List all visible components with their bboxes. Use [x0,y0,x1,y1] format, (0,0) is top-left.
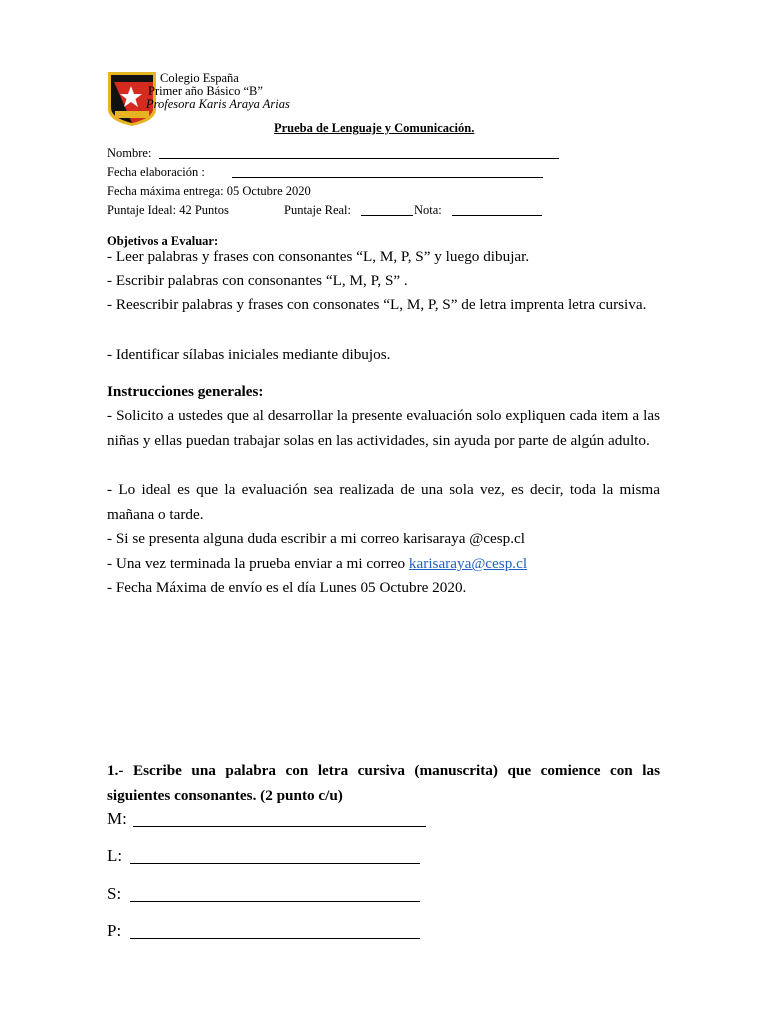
nota-line [452,215,542,216]
grade-label: Primer año Básico “B” [148,84,263,98]
fecha-elaboracion-label: Fecha elaboración : [107,165,205,179]
letter-p-line[interactable] [130,938,420,939]
fecha-entrega: Fecha máxima entrega: 05 Octubre 2020 [107,184,311,198]
objetivo-item: - Identificar sílabas iniciales mediante dibujos. [107,346,391,363]
letter-s-label: S: [107,884,122,903]
puntaje-real-line [361,215,413,216]
letter-s-line[interactable] [130,901,420,902]
question-1-text: 1.- Escribe una palabra con letra cursiva (manuscrita) que comience con las siguientes consonantes. (2 punto c/u) [107,762,660,804]
instrucciones-heading: Instrucciones generales: [107,383,264,400]
instruccion-item: - Si se presenta alguna duda escribir a mi correo karisaraya @cesp.cl [107,530,525,547]
email-link[interactable]: karisaraya@cesp.cl [408,555,528,572]
page-title: Prueba de Lenguaje y Comunicación. [274,121,475,135]
nombre-line [159,158,559,159]
objetivo-item: - Leer palabras y frases con consonantes “L, M, P, S” y luego dibujar. [107,248,530,265]
fecha-elaboracion-line [232,177,543,178]
puntaje-real-label: Puntaje Real: [284,203,351,217]
objetivo-item: - Escribir palabras con consonantes “L, M, P, S” . [107,272,408,289]
school-name: Colegio España [160,71,239,85]
instruccion-item: - Solicito a ustedes que al desarrollar la presente evaluación solo expliquen cada item a las niñas y ellas puedan trabajar solas en las actividades, sin ayuda por parte de algún adulto. [107,407,660,449]
letter-m-label: M: [107,809,127,828]
letter-l-line[interactable] [130,863,420,864]
fecha-envio: - Fecha Máxima de envío es el día Lunes 05 Octubre 2020. [107,579,467,596]
letter-p-label: P: [107,921,122,940]
objetivos-heading: Objetivos a Evaluar: [107,234,219,248]
instruccion-enviar-text: - Una vez terminada la prueba enviar a mi correo [107,555,409,572]
teacher-name: Profesora Karis Araya Arias [146,97,290,111]
instruccion-item: - Lo ideal es que la evaluación sea realizada de una sola vez, es decir, toda la misma mañana o tarde. [107,481,660,523]
instruccion-enviar [107,555,527,573]
objetivo-item: - Reescribir palabras y frases con consonates “L, M, P, S” de letra imprenta letra cursiva. [107,296,647,313]
nota-label: Nota: [414,203,442,217]
puntaje-ideal: Puntaje Ideal: 42 Puntos [107,203,229,217]
nombre-label: Nombre: [107,146,152,160]
letter-l-label: L: [107,846,123,865]
letter-m-line[interactable] [133,826,426,827]
